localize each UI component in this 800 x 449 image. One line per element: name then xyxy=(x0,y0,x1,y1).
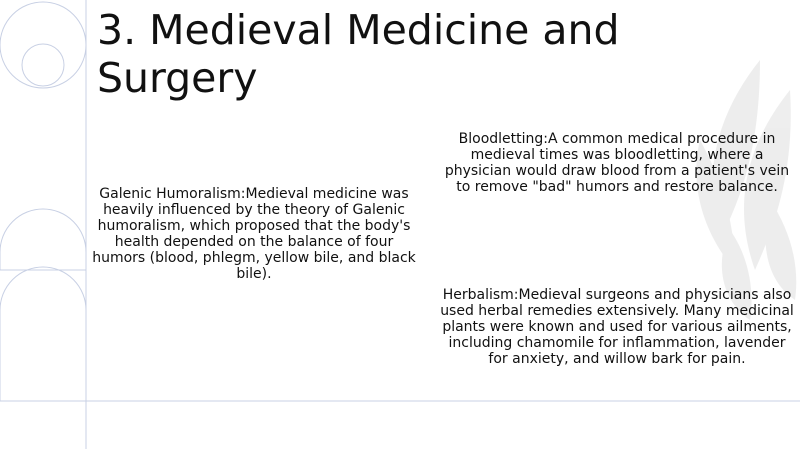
block-text: Medieval medicine was heavily influenced by the theory of Galenic humoralism, which proposed that the body's health depended on the balance of four humors (blood, phlegm, yellow bile, and black bile). xyxy=(92,186,416,282)
text-block-bloodletting xyxy=(440,131,794,195)
text-block-herbalism xyxy=(440,287,794,367)
block-heading: Galenic Humoralism: xyxy=(99,186,246,202)
text-block-galenic-humoralism xyxy=(92,186,416,282)
block-text: Medieval surgeons and physicians also used herbal remedies extensively. Many medicinal plants were known and used for various ailments, including chamomile for inflammation, lavender for anxiety, and willow bark for pain. xyxy=(440,287,794,367)
block-heading: Bloodletting: xyxy=(458,131,548,147)
slide-title: 3. Medieval Medicine and Surgery xyxy=(97,6,620,102)
block-heading: Herbalism: xyxy=(442,287,519,303)
small-circle-outline xyxy=(22,44,64,86)
arch-outline-upper xyxy=(0,209,86,270)
large-circle-outline xyxy=(0,2,86,88)
arch-outline-lower xyxy=(0,267,86,401)
block-text: A common medical procedure in medieval times was bloodletting, where a physician would draw blood from a patient's vein to remove "bad" humors and restore balance. xyxy=(444,131,790,195)
